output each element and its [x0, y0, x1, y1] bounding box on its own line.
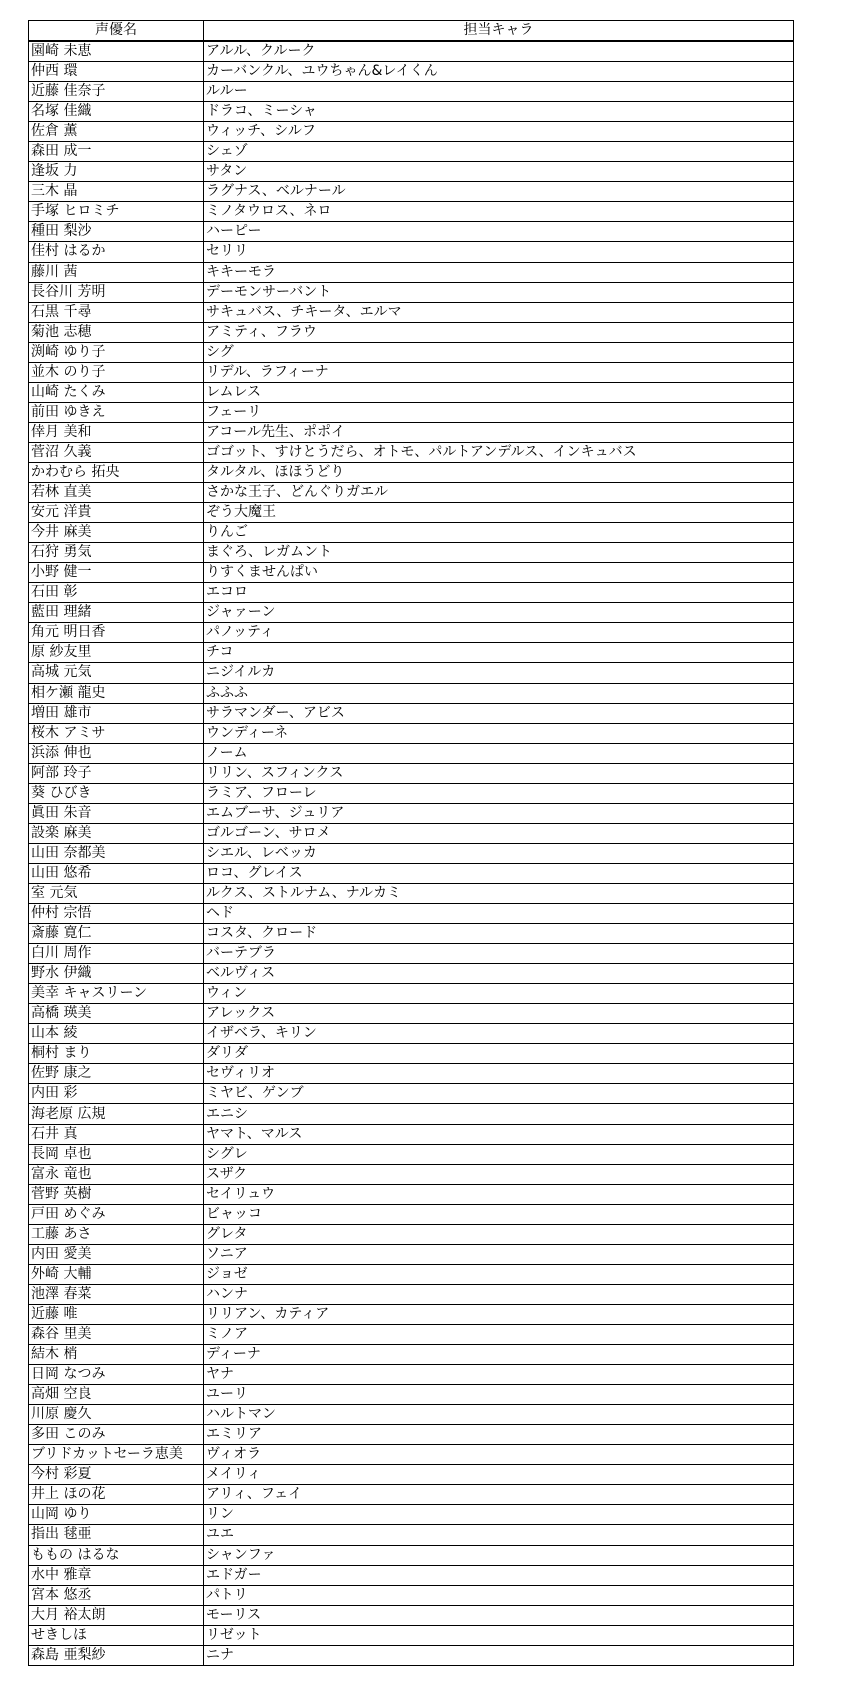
table-row [29, 904, 794, 924]
voice-actor-cell: 小野 健一 [29, 563, 204, 583]
table-row [29, 1084, 794, 1104]
table-row [29, 41, 794, 62]
voice-actor-cell: 藍田 理緒 [29, 603, 204, 623]
header-voice-actor: 声優名 [29, 21, 204, 42]
voice-actor-cell: 浜添 伸也 [29, 743, 204, 763]
voice-actor-cell: せきしほ [29, 1625, 204, 1645]
voice-actor-cell: 佐野 康之 [29, 1064, 204, 1084]
characters-cell: ハーピー [204, 222, 794, 242]
characters-cell: デーモンサーバント [204, 282, 794, 302]
voice-actor-cell: ブリドカットセーラ恵美 [29, 1445, 204, 1465]
voice-actor-cell: 山本 綾 [29, 1024, 204, 1044]
characters-cell: エムブーサ、ジュリア [204, 803, 794, 823]
table-row [29, 262, 794, 282]
characters-cell: リリアン、カティア [204, 1304, 794, 1324]
voice-actor-cell: 設楽 麻美 [29, 823, 204, 843]
table-row [29, 1445, 794, 1465]
voice-actor-cell: 多田 このみ [29, 1425, 204, 1445]
characters-cell: コスタ、クロード [204, 924, 794, 944]
voice-actor-cell: 原 紗友里 [29, 643, 204, 663]
table-row [29, 743, 794, 763]
voice-actor-cell: 佳村 はるか [29, 242, 204, 262]
voice-actor-cell: 桐村 まり [29, 1044, 204, 1064]
characters-cell: ウンディーネ [204, 723, 794, 743]
characters-cell: ディーナ [204, 1345, 794, 1365]
voice-actor-cell: 桜木 アミサ [29, 723, 204, 743]
voice-actor-cell: 山田 奈都美 [29, 843, 204, 863]
characters-cell: ハルトマン [204, 1405, 794, 1425]
table-row [29, 102, 794, 122]
characters-cell: フェーリ [204, 402, 794, 422]
characters-cell: グレタ [204, 1224, 794, 1244]
voice-actor-cell: 川原 慶久 [29, 1405, 204, 1425]
voice-actor-cell: 近藤 唯 [29, 1304, 204, 1324]
characters-cell: イザベラ、キリン [204, 1024, 794, 1044]
table-row [29, 1204, 794, 1224]
characters-cell: リゼット [204, 1625, 794, 1645]
table-row [29, 1485, 794, 1505]
characters-cell: メイリィ [204, 1465, 794, 1485]
characters-cell: ヴィオラ [204, 1445, 794, 1465]
characters-cell: サタン [204, 162, 794, 182]
characters-cell: ルルー [204, 82, 794, 102]
table-row [29, 282, 794, 302]
voice-actor-cell: 若林 直美 [29, 483, 204, 503]
table-row [29, 1044, 794, 1064]
characters-cell: アコール先生、ポポイ [204, 422, 794, 442]
table-row [29, 62, 794, 82]
voice-actor-cell: 並木 のり子 [29, 362, 204, 382]
characters-cell: エミリア [204, 1425, 794, 1445]
table-row [29, 82, 794, 102]
characters-cell: リリン、スフィンクス [204, 763, 794, 783]
characters-cell: ミノア [204, 1325, 794, 1345]
table-row [29, 1124, 794, 1144]
characters-cell: ミノタウロス、ネロ [204, 202, 794, 222]
table-row [29, 322, 794, 342]
characters-cell: さかな王子、どんぐりガエル [204, 483, 794, 503]
characters-cell: リン [204, 1505, 794, 1525]
table-row [29, 182, 794, 202]
voice-actor-cell: 佐倉 薫 [29, 122, 204, 142]
voice-actor-cell: 園崎 未恵 [29, 41, 204, 62]
table-row [29, 1164, 794, 1184]
voice-actor-cell: 井上 ほの花 [29, 1485, 204, 1505]
characters-cell: ウィン [204, 984, 794, 1004]
table-row [29, 683, 794, 703]
voice-actor-cell: 近藤 佳奈子 [29, 82, 204, 102]
voice-actor-cell: 石田 彰 [29, 583, 204, 603]
table-row [29, 783, 794, 803]
voice-actor-cell: 手塚 ヒロミチ [29, 202, 204, 222]
table-row [29, 1345, 794, 1365]
voice-actor-cell: 名塚 佳織 [29, 102, 204, 122]
table-row [29, 462, 794, 482]
voice-actor-cell: 長谷川 芳明 [29, 282, 204, 302]
voice-actor-cell: 山崎 たくみ [29, 382, 204, 402]
table-body [29, 41, 794, 1665]
table-row [29, 1545, 794, 1565]
voice-actor-cell: 森谷 里美 [29, 1325, 204, 1345]
characters-cell: ノーム [204, 743, 794, 763]
voice-actor-cell: 今村 彩夏 [29, 1465, 204, 1485]
voice-actor-cell: 野水 伊織 [29, 964, 204, 984]
table-row [29, 1405, 794, 1425]
characters-cell: ソニア [204, 1244, 794, 1264]
voice-actor-cell: 菅野 英樹 [29, 1184, 204, 1204]
characters-cell: サラマンダー、アビス [204, 703, 794, 723]
voice-actor-cell: 石黒 千尋 [29, 302, 204, 322]
characters-cell: ジョゼ [204, 1264, 794, 1284]
characters-cell: スザク [204, 1164, 794, 1184]
characters-cell: ラグナス、ベルナール [204, 182, 794, 202]
voice-actor-cell: 内田 彩 [29, 1084, 204, 1104]
table-row [29, 222, 794, 242]
voice-actor-cell: 結木 梢 [29, 1345, 204, 1365]
characters-cell: エコロ [204, 583, 794, 603]
characters-cell: ハンナ [204, 1284, 794, 1304]
characters-cell: ニジイルカ [204, 663, 794, 683]
table-row [29, 1325, 794, 1345]
table-row [29, 1284, 794, 1304]
characters-cell: ルクス、ストルナム、ナルカミ [204, 883, 794, 903]
characters-cell: セリリ [204, 242, 794, 262]
voice-actor-cell: かわむら 拓央 [29, 462, 204, 482]
header-row [29, 21, 794, 42]
table-row [29, 1505, 794, 1525]
table-row [29, 1104, 794, 1124]
table-row [29, 883, 794, 903]
voice-actor-cell: 倖月 美和 [29, 422, 204, 442]
voice-cast-table [28, 20, 794, 1666]
table-row [29, 643, 794, 663]
voice-actor-cell: 戸田 めぐみ [29, 1204, 204, 1224]
characters-cell: ヤマト、マルス [204, 1124, 794, 1144]
characters-cell: シャンファ [204, 1545, 794, 1565]
voice-actor-cell: 石井 真 [29, 1124, 204, 1144]
table-row [29, 422, 794, 442]
characters-cell: りんご [204, 523, 794, 543]
table-row [29, 122, 794, 142]
table-row [29, 1385, 794, 1405]
table-row [29, 442, 794, 462]
table-row [29, 1525, 794, 1545]
table-row [29, 503, 794, 523]
table-row [29, 342, 794, 362]
characters-cell: ふふふ [204, 683, 794, 703]
table-row [29, 1304, 794, 1324]
table-row [29, 1425, 794, 1445]
voice-actor-cell: 菊池 志穂 [29, 322, 204, 342]
table-row [29, 863, 794, 883]
characters-cell: ヤナ [204, 1365, 794, 1385]
voice-actor-cell: 三木 晶 [29, 182, 204, 202]
voice-actor-cell: 種田 梨沙 [29, 222, 204, 242]
table-row [29, 402, 794, 422]
table-row [29, 1024, 794, 1044]
table-row [29, 1064, 794, 1084]
table-row [29, 803, 794, 823]
characters-cell: サキュバス、チキータ、エルマ [204, 302, 794, 322]
header-characters: 担当キャラ [204, 21, 794, 42]
characters-cell: バーテブラ [204, 944, 794, 964]
table-row [29, 723, 794, 743]
characters-cell: シェゾ [204, 142, 794, 162]
table-row [29, 623, 794, 643]
characters-cell: カーバンクル、ユウちゃん&レイくん [204, 62, 794, 82]
voice-actor-cell: 高畑 空良 [29, 1385, 204, 1405]
voice-actor-cell: 石狩 勇気 [29, 543, 204, 563]
voice-actor-cell: 前田 ゆきえ [29, 402, 204, 422]
characters-cell: アリィ、フェイ [204, 1485, 794, 1505]
table-row [29, 302, 794, 322]
characters-cell: パトリ [204, 1585, 794, 1605]
table-row [29, 944, 794, 964]
characters-cell: シエル、レベッカ [204, 843, 794, 863]
characters-cell: ウィッチ、シルフ [204, 122, 794, 142]
table-row [29, 1645, 794, 1665]
table-row [29, 1144, 794, 1164]
characters-cell: アルル、クルーク [204, 41, 794, 62]
voice-actor-cell: 海老原 広規 [29, 1104, 204, 1124]
voice-actor-cell: 池澤 春菜 [29, 1284, 204, 1304]
table-row [29, 823, 794, 843]
voice-actor-cell: 山岡 ゆり [29, 1505, 204, 1525]
characters-cell: りすくませんぱい [204, 563, 794, 583]
voice-actor-cell: 白川 周作 [29, 944, 204, 964]
characters-cell: ビャッコ [204, 1204, 794, 1224]
table-row [29, 162, 794, 182]
table-row [29, 1465, 794, 1485]
characters-cell: ゴゴット、すけとうだら、オトモ、パルトアンデルス、インキュバス [204, 442, 794, 462]
table-row [29, 663, 794, 683]
voice-actor-cell: 斎藤 寛仁 [29, 924, 204, 944]
voice-actor-cell: 内田 愛美 [29, 1244, 204, 1264]
table-row [29, 703, 794, 723]
voice-actor-cell: 大月 裕太朗 [29, 1605, 204, 1625]
characters-cell: セヴィリオ [204, 1064, 794, 1084]
table-row [29, 984, 794, 1004]
voice-actor-cell: 菅沼 久義 [29, 442, 204, 462]
characters-cell: エニシ [204, 1104, 794, 1124]
table-row [29, 1625, 794, 1645]
characters-cell: タルタル、ほほうどり [204, 462, 794, 482]
characters-cell: ベルヴィス [204, 964, 794, 984]
voice-actor-cell: 指出 毬亜 [29, 1525, 204, 1545]
table-row [29, 924, 794, 944]
table-row [29, 142, 794, 162]
voice-actor-cell: 富永 竜也 [29, 1164, 204, 1184]
table-row [29, 242, 794, 262]
table-row [29, 843, 794, 863]
characters-cell: ゴルゴーン、サロメ [204, 823, 794, 843]
characters-cell: ドラコ、ミーシャ [204, 102, 794, 122]
table-row [29, 1585, 794, 1605]
voice-actor-cell: 宮本 悠丞 [29, 1585, 204, 1605]
voice-actor-cell: 長岡 卓也 [29, 1144, 204, 1164]
voice-actor-cell: 高城 元気 [29, 663, 204, 683]
table-row [29, 583, 794, 603]
voice-actor-cell: 阿部 玲子 [29, 763, 204, 783]
table-row [29, 1605, 794, 1625]
table-row [29, 523, 794, 543]
voice-actor-cell: 仲村 宗悟 [29, 904, 204, 924]
characters-cell: シグレ [204, 1144, 794, 1164]
table-row [29, 483, 794, 503]
voice-actor-cell: 室 元気 [29, 883, 204, 903]
characters-cell: ダリダ [204, 1044, 794, 1064]
characters-cell: ユーリ [204, 1385, 794, 1405]
voice-actor-cell: 角元 明日香 [29, 623, 204, 643]
characters-cell: パノッティ [204, 623, 794, 643]
voice-actor-cell: 外崎 大輔 [29, 1264, 204, 1284]
characters-cell: アミティ、フラウ [204, 322, 794, 342]
voice-actor-cell: 渕崎 ゆり子 [29, 342, 204, 362]
characters-cell: まぐろ、レガムント [204, 543, 794, 563]
table-row [29, 1565, 794, 1585]
characters-cell: アレックス [204, 1004, 794, 1024]
table-row [29, 964, 794, 984]
table-row [29, 382, 794, 402]
voice-actor-cell: 相ケ瀬 龍史 [29, 683, 204, 703]
characters-cell: ロコ、グレイス [204, 863, 794, 883]
voice-actor-cell: 山田 悠希 [29, 863, 204, 883]
characters-cell: リデル、ラフィーナ [204, 362, 794, 382]
characters-cell: シグ [204, 342, 794, 362]
table-row [29, 1264, 794, 1284]
table-row [29, 543, 794, 563]
voice-actor-cell: 葵 ひびき [29, 783, 204, 803]
characters-cell: エドガー [204, 1565, 794, 1585]
table-row [29, 1244, 794, 1264]
voice-actor-cell: ももの はるな [29, 1545, 204, 1565]
table-row [29, 603, 794, 623]
voice-actor-cell: 水中 雅章 [29, 1565, 204, 1585]
characters-cell: ヘド [204, 904, 794, 924]
characters-cell: ぞう大魔王 [204, 503, 794, 523]
voice-actor-cell: 日岡 なつみ [29, 1365, 204, 1385]
characters-cell: モーリス [204, 1605, 794, 1625]
table-row [29, 1224, 794, 1244]
voice-actor-cell: 高橋 瑛美 [29, 1004, 204, 1024]
table-row [29, 1184, 794, 1204]
voice-actor-cell: 工藤 あさ [29, 1224, 204, 1244]
table-row [29, 202, 794, 222]
voice-actor-cell: 藤川 茜 [29, 262, 204, 282]
characters-cell: セイリュウ [204, 1184, 794, 1204]
table-row [29, 1365, 794, 1385]
characters-cell: ジャァーン [204, 603, 794, 623]
characters-cell: ミヤビ、ゲンブ [204, 1084, 794, 1104]
voice-actor-cell: 逢坂 力 [29, 162, 204, 182]
table-row [29, 362, 794, 382]
voice-actor-cell: 森田 成一 [29, 142, 204, 162]
characters-cell: チコ [204, 643, 794, 663]
characters-cell: レムレス [204, 382, 794, 402]
voice-actor-cell: 今井 麻美 [29, 523, 204, 543]
characters-cell: ニナ [204, 1645, 794, 1665]
voice-actor-cell: 眞田 朱音 [29, 803, 204, 823]
voice-actor-cell: 仲西 環 [29, 62, 204, 82]
table-row [29, 1004, 794, 1024]
characters-cell: キキーモラ [204, 262, 794, 282]
characters-cell: ユエ [204, 1525, 794, 1545]
voice-actor-cell: 美幸 キャスリーン [29, 984, 204, 1004]
table-row [29, 763, 794, 783]
voice-actor-cell: 安元 洋貴 [29, 503, 204, 523]
voice-actor-cell: 森島 亜梨紗 [29, 1645, 204, 1665]
table-row [29, 563, 794, 583]
voice-actor-cell: 増田 雄市 [29, 703, 204, 723]
characters-cell: ラミア、フローレ [204, 783, 794, 803]
